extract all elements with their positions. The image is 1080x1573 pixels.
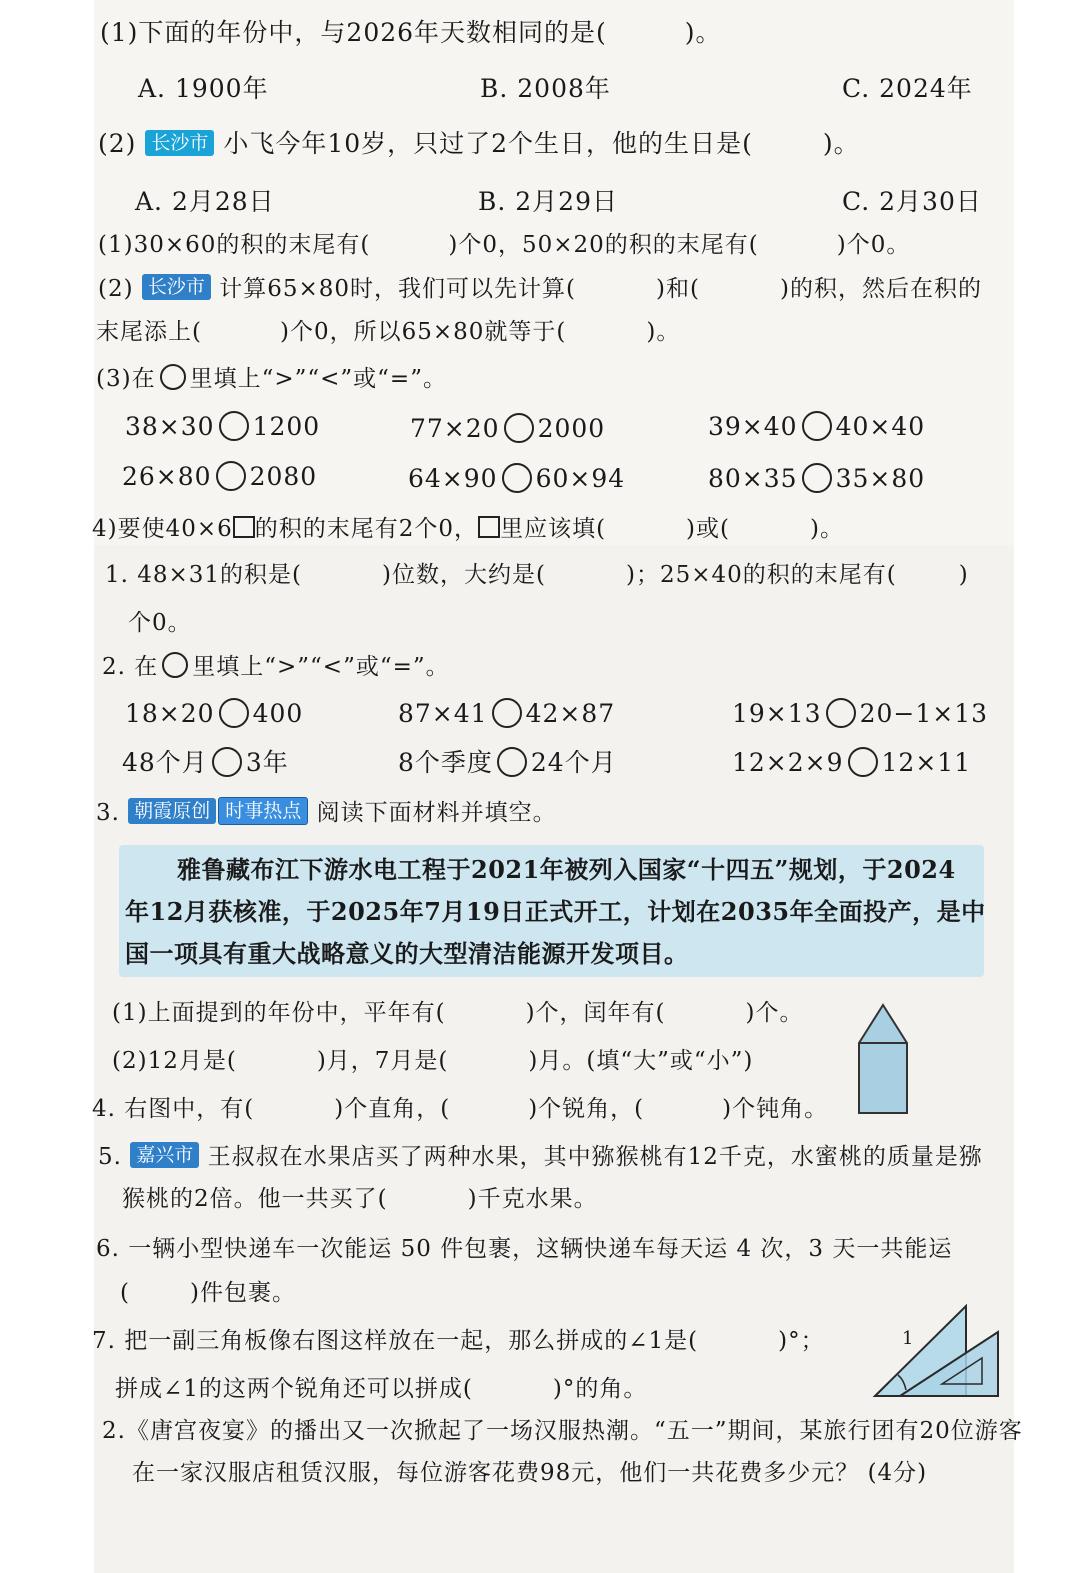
question-compare-instruction: (3)在 里填上“>”“<”或“=”。 (96, 366, 447, 392)
question-65x80: (2) 长沙市 计算65×80时，我们可以先计算( )和( )的积，然后在积的 (98, 276, 982, 302)
question-hanfu-cont: 在一家汉服店租赁汉服，每位游客花费98元，他们一共花费多少元？ (4分) (132, 1460, 928, 1486)
angle-label: 1 (902, 1328, 914, 1349)
compare-circle[interactable] (492, 698, 522, 728)
compare-circle (162, 652, 188, 678)
question-48x31: 1. 48×31的积是( )位数，大约是( )；25×40的积的末尾有( ) (105, 562, 969, 588)
compare-item: 26×80 2080 (122, 462, 318, 491)
compare-item: 18×20 400 (125, 699, 304, 728)
tag-current-events: 时事热点 (218, 797, 308, 825)
question-angles: 4. 右图中，有( )个直角，( )个锐角，( )个钝角。 (92, 1096, 829, 1122)
compare-circle[interactable] (848, 747, 878, 777)
option-b: B. 2008年 (480, 74, 611, 103)
compare-item: 38×30 1200 (125, 412, 321, 441)
compare-circle[interactable] (219, 411, 249, 441)
question-delivery-cont: ( )件包裹。 (120, 1280, 296, 1306)
compare-item: 48个月 3年 (122, 748, 289, 777)
compare-circle[interactable] (826, 698, 856, 728)
compare-item: 19×13 20−1×13 (732, 699, 989, 728)
compare-circle (160, 364, 186, 390)
compare-circle[interactable] (216, 461, 246, 491)
reading-line: 年12月获核准，于2025年7月19日正式开工，计划在2035年全面投产，是中 (125, 897, 986, 926)
set-square-figure (870, 1300, 1005, 1402)
question-fruit: 5. 嘉兴市 王叔叔在水果店买了两种水果，其中猕猴桃有12千克，水蜜桃的质量是猕 (98, 1144, 983, 1170)
option-c: C. 2024年 (842, 74, 973, 103)
compare-item: 39×40 40×40 (708, 412, 926, 441)
compare-item: 80×35 35×80 (708, 464, 926, 493)
compare-circle[interactable] (502, 463, 532, 493)
digit-box (478, 516, 500, 538)
reading-line: 国一项具有重大战略意义的大型清洁能源开发项目。 (125, 939, 689, 968)
question-48x31-cont: 个0。 (128, 610, 192, 636)
question-delivery: 6. 一辆小型快递车一次能运 50 件包裹，这辆快递车每天运 4 次，3 天一共能运 (96, 1236, 953, 1262)
question-birthday: (2) 长沙市 小飞今年10岁，只过了2个生日，他的生日是( )。 (98, 129, 860, 158)
question-65x80-cont: 末尾添上( )个0，所以65×80就等于( )。 (96, 319, 681, 345)
option-b: B. 2月29日 (478, 187, 618, 216)
tag-original: 朝霞原创 (128, 798, 216, 824)
question-triangle-angle-cont: 拼成∠1的这两个锐角还可以拼成( )°的角。 (115, 1376, 648, 1402)
compare-circle[interactable] (219, 698, 249, 728)
compare-circle[interactable] (802, 411, 832, 441)
question-compare-instruction: 2. 在 里填上“>”“<”或“=”。 (102, 654, 450, 680)
reading-line: 雅鲁藏布江下游水电工程于2021年被列入国家“十四五”规划，于2024 (177, 855, 956, 884)
compare-circle[interactable] (497, 747, 527, 777)
pentagon-figure (855, 1003, 911, 1116)
compare-item: 87×41 42×87 (398, 699, 616, 728)
compare-circle[interactable] (802, 463, 832, 493)
region-tag-changsha: 长沙市 (145, 130, 214, 156)
question-big-small-month: (2)12月是( )月，7月是( )月。(填“大”或“小”) (112, 1048, 754, 1074)
reading-material-box (119, 845, 984, 977)
question-year-same-days: (1)下面的年份中，与2026年天数相同的是( )。 (100, 18, 722, 47)
question-common-leap-years: (1)上面提到的年份中，平年有( )个，闰年有( )个。 (112, 1000, 804, 1026)
question-fill-digit: 4)要使40×6 的积的末尾有2个0， 里应该填( )或( )。 (92, 516, 844, 542)
question-trailing-zeros: (1)30×60的积的末尾有( )个0，50×20的积的末尾有( )个0。 (98, 232, 911, 258)
option-a: A. 2月28日 (135, 187, 275, 216)
question-reading-header: 3. 朝霞原创 时事热点 阅读下面材料并填空。 (96, 796, 557, 830)
compare-circle[interactable] (212, 747, 242, 777)
option-a: A. 1900年 (138, 74, 269, 103)
compare-item: 64×90 60×94 (408, 464, 626, 493)
region-tag-jiaxing: 嘉兴市 (130, 1142, 199, 1168)
compare-item: 77×20 2000 (410, 414, 606, 443)
digit-box (233, 516, 255, 538)
compare-item: 8个季度 24个月 (398, 748, 617, 777)
compare-item: 12×2×9 12×11 (732, 748, 972, 777)
question-fruit-cont: 猴桃的2倍。他一共买了( )千克水果。 (122, 1186, 598, 1212)
question-hanfu: 2.《唐宫夜宴》的播出又一次掀起了一场汉服热潮。“五一”期间，某旅行团有20位游客 (102, 1418, 1023, 1444)
compare-circle[interactable] (504, 413, 534, 443)
question-triangle-angle: 7. 把一副三角板像右图这样放在一起，那么拼成的∠1是( )°； (92, 1328, 825, 1354)
option-c: C. 2月30日 (842, 187, 982, 216)
region-tag-changsha: 长沙市 (142, 274, 211, 300)
